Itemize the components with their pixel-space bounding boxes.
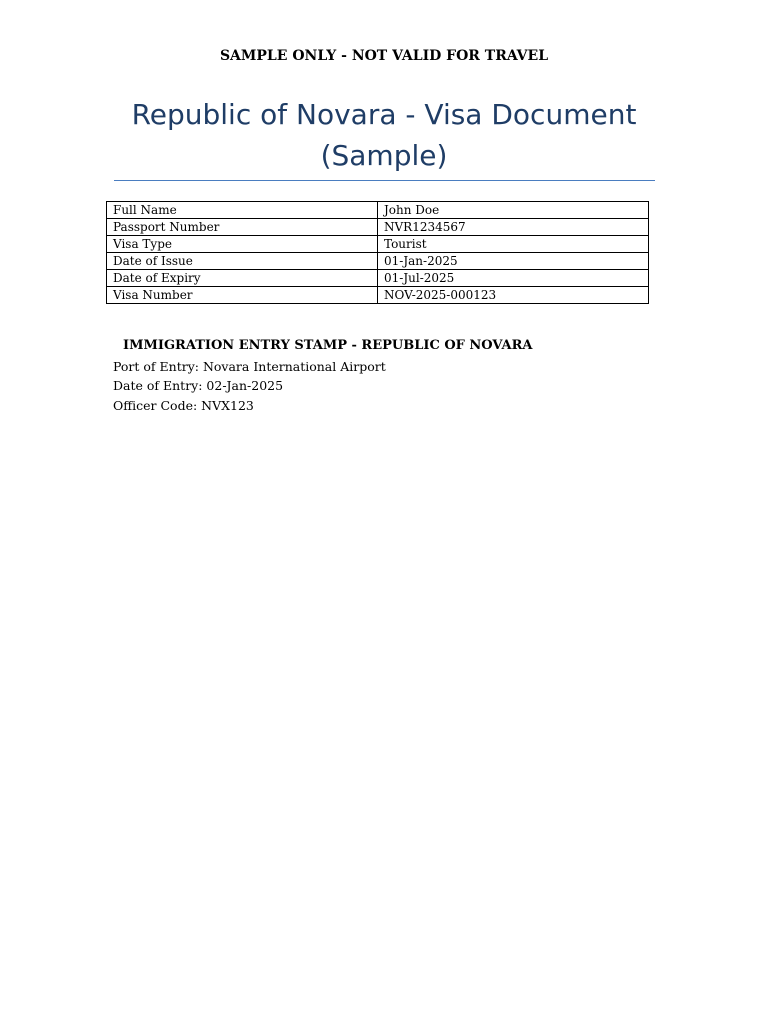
- field-value: Tourist: [378, 236, 649, 253]
- field-label: Visa Number: [107, 287, 378, 304]
- field-label: Date of Issue: [107, 253, 378, 270]
- table-row: [107, 236, 649, 253]
- field-label: Passport Number: [107, 219, 378, 236]
- table-row: [107, 287, 649, 304]
- table-row: [107, 202, 649, 219]
- table-row: [107, 270, 649, 287]
- field-value: NOV-2025-000123: [378, 287, 649, 304]
- field-value: NVR1234567: [378, 219, 649, 236]
- sample-notice: SAMPLE ONLY - NOT VALID FOR TRAVEL: [219, 48, 549, 64]
- date-of-entry: Date of Entry: 02-Jan-2025: [113, 378, 284, 393]
- field-value: John Doe: [378, 202, 649, 219]
- entry-stamp-heading: IMMIGRATION ENTRY STAMP - REPUBLIC OF NOVARA: [123, 338, 533, 353]
- visa-details-table: [106, 201, 649, 304]
- field-value: 01-Jan-2025: [378, 253, 649, 270]
- officer-code: Officer Code: NVX123: [113, 398, 254, 413]
- field-value: 01-Jul-2025: [378, 270, 649, 287]
- field-label: Full Name: [107, 202, 378, 219]
- field-label: Date of Expiry: [107, 270, 378, 287]
- title-divider: [114, 180, 655, 181]
- document-title: Republic of Novara - Visa Document (Sample): [131, 98, 637, 172]
- port-of-entry: Port of Entry: Novara International Airport: [113, 359, 386, 374]
- table-row: [107, 219, 649, 236]
- field-label: Visa Type: [107, 236, 378, 253]
- table-row: [107, 253, 649, 270]
